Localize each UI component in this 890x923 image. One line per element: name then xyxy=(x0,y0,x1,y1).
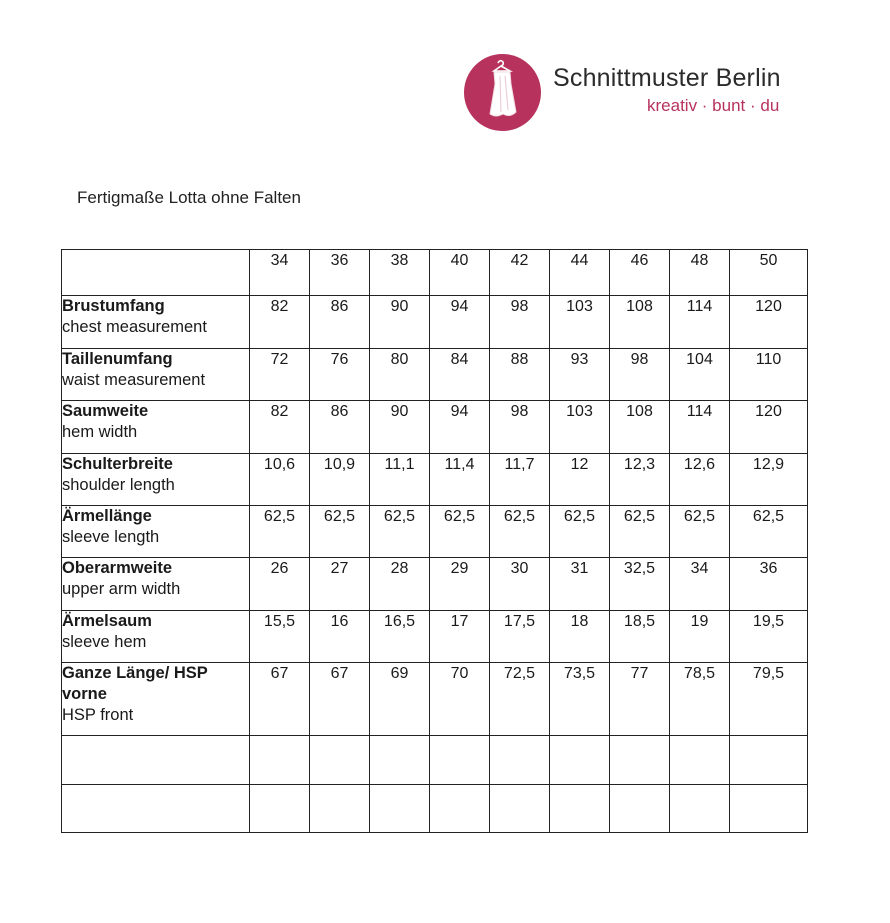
empty-table-row xyxy=(62,785,808,833)
row-label-cell xyxy=(62,663,250,736)
table-cell: 11,7 xyxy=(490,454,550,506)
table-cell: 77 xyxy=(610,663,670,736)
table-row xyxy=(62,349,808,401)
table-cell: 11,4 xyxy=(430,454,490,506)
empty-cell xyxy=(670,785,730,833)
table-cell: 28 xyxy=(370,558,430,611)
empty-cell xyxy=(310,736,370,785)
size-header-cell: 42 xyxy=(490,250,550,296)
brand-logo xyxy=(464,54,794,134)
table-cell: 62,5 xyxy=(310,506,370,558)
table-cell: 30 xyxy=(490,558,550,611)
empty-cell xyxy=(730,736,808,785)
table-cell: 18,5 xyxy=(610,611,670,663)
row-label-english: chest measurement xyxy=(62,318,207,336)
empty-table-row xyxy=(62,736,808,785)
row-label-english: HSP front xyxy=(62,706,134,724)
row-label-english: sleeve hem xyxy=(62,633,147,651)
size-chart-table xyxy=(61,249,808,833)
table-cell: 32,5 xyxy=(610,558,670,611)
row-label-german: Ganze Länge/ HSP vorne xyxy=(62,664,208,703)
table-header-row xyxy=(62,250,808,296)
table-cell: 108 xyxy=(610,296,670,349)
empty-cell xyxy=(670,736,730,785)
table-cell: 94 xyxy=(430,401,490,454)
empty-cell xyxy=(730,785,808,833)
empty-cell xyxy=(430,785,490,833)
header-corner-cell xyxy=(62,250,250,296)
table-cell: 70 xyxy=(430,663,490,736)
table-cell: 62,5 xyxy=(490,506,550,558)
size-header-cell: 46 xyxy=(610,250,670,296)
row-label-english: waist measurement xyxy=(62,371,206,389)
empty-cell xyxy=(490,785,550,833)
row-label-cell xyxy=(62,558,250,611)
row-label-german: Ärmelsaum xyxy=(62,612,152,630)
table-cell: 114 xyxy=(670,401,730,454)
table-cell: 67 xyxy=(310,663,370,736)
table-cell: 98 xyxy=(490,296,550,349)
table-cell: 104 xyxy=(670,349,730,401)
table-cell: 10,9 xyxy=(310,454,370,506)
table-cell: 18 xyxy=(550,611,610,663)
empty-cell xyxy=(370,785,430,833)
table-cell: 103 xyxy=(550,296,610,349)
table-cell: 79,5 xyxy=(730,663,808,736)
empty-cell xyxy=(490,736,550,785)
table-cell: 62,5 xyxy=(370,506,430,558)
size-header-cell: 38 xyxy=(370,250,430,296)
table-cell: 82 xyxy=(250,401,310,454)
row-label-german: Brustumfang xyxy=(62,297,165,315)
size-header-cell: 40 xyxy=(430,250,490,296)
row-label-english: sleeve length xyxy=(62,528,160,546)
table-cell: 80 xyxy=(370,349,430,401)
table-cell: 73,5 xyxy=(550,663,610,736)
empty-cell xyxy=(370,736,430,785)
row-label-german: Ärmellänge xyxy=(62,507,152,525)
size-header-cell: 44 xyxy=(550,250,610,296)
table-cell: 110 xyxy=(730,349,808,401)
empty-cell xyxy=(610,785,670,833)
table-cell: 31 xyxy=(550,558,610,611)
brand-name: Schnittmuster Berlin xyxy=(553,64,781,92)
table-cell: 88 xyxy=(490,349,550,401)
table-cell: 62,5 xyxy=(550,506,610,558)
table-cell: 72,5 xyxy=(490,663,550,736)
row-label-cell xyxy=(62,611,250,663)
table-cell: 26 xyxy=(250,558,310,611)
table-row xyxy=(62,296,808,349)
size-header-cell: 36 xyxy=(310,250,370,296)
empty-cell xyxy=(250,785,310,833)
table-cell: 36 xyxy=(730,558,808,611)
table-cell: 12 xyxy=(550,454,610,506)
table-row xyxy=(62,611,808,663)
size-header-cell: 34 xyxy=(250,250,310,296)
dress-hanger-icon xyxy=(464,54,541,131)
table-cell: 19 xyxy=(670,611,730,663)
row-label-cell xyxy=(62,401,250,454)
table-cell: 16 xyxy=(310,611,370,663)
empty-cell xyxy=(550,785,610,833)
table-cell: 90 xyxy=(370,296,430,349)
table-cell: 120 xyxy=(730,296,808,349)
empty-cell xyxy=(62,785,250,833)
table-cell: 72 xyxy=(250,349,310,401)
empty-cell xyxy=(310,785,370,833)
table-cell: 12,6 xyxy=(670,454,730,506)
table-cell: 12,3 xyxy=(610,454,670,506)
table-cell: 98 xyxy=(610,349,670,401)
brand-tagline: kreativ · bunt · du xyxy=(647,96,780,115)
table-cell: 17,5 xyxy=(490,611,550,663)
table-cell: 67 xyxy=(250,663,310,736)
table-row xyxy=(62,454,808,506)
table-cell: 12,9 xyxy=(730,454,808,506)
row-label-cell xyxy=(62,454,250,506)
table-cell: 82 xyxy=(250,296,310,349)
table-cell: 17 xyxy=(430,611,490,663)
empty-cell xyxy=(250,736,310,785)
table-cell: 62,5 xyxy=(430,506,490,558)
table-cell: 69 xyxy=(370,663,430,736)
table-cell: 78,5 xyxy=(670,663,730,736)
table-cell: 103 xyxy=(550,401,610,454)
table-cell: 62,5 xyxy=(250,506,310,558)
row-label-german: Oberarmweite xyxy=(62,559,173,577)
size-header-cell: 48 xyxy=(670,250,730,296)
table-cell: 15,5 xyxy=(250,611,310,663)
table-cell: 62,5 xyxy=(730,506,808,558)
table-cell: 98 xyxy=(490,401,550,454)
row-label-german: Saumweite xyxy=(62,402,149,420)
empty-cell xyxy=(62,736,250,785)
table-cell: 34 xyxy=(670,558,730,611)
size-header-cell: 50 xyxy=(730,250,808,296)
table-cell: 19,5 xyxy=(730,611,808,663)
table-cell: 76 xyxy=(310,349,370,401)
table-cell: 86 xyxy=(310,401,370,454)
table-cell: 16,5 xyxy=(370,611,430,663)
table-row xyxy=(62,401,808,454)
row-label-cell xyxy=(62,296,250,349)
table-cell: 114 xyxy=(670,296,730,349)
table-cell: 11,1 xyxy=(370,454,430,506)
table-row xyxy=(62,558,808,611)
row-label-english: shoulder length xyxy=(62,476,175,494)
row-label-english: upper arm width xyxy=(62,580,181,598)
table-cell: 62,5 xyxy=(670,506,730,558)
empty-cell xyxy=(430,736,490,785)
table-cell: 29 xyxy=(430,558,490,611)
table-row xyxy=(62,663,808,736)
empty-cell xyxy=(550,736,610,785)
row-label-cell xyxy=(62,349,250,401)
table-cell: 90 xyxy=(370,401,430,454)
empty-cell xyxy=(610,736,670,785)
table-row xyxy=(62,506,808,558)
table-cell: 62,5 xyxy=(610,506,670,558)
row-label-english: hem width xyxy=(62,423,138,441)
table-cell: 108 xyxy=(610,401,670,454)
table-cell: 93 xyxy=(550,349,610,401)
row-label-german: Taillenumfang xyxy=(62,350,173,368)
page-title: Fertigmaße Lotta ohne Falten xyxy=(77,188,301,207)
table-cell: 94 xyxy=(430,296,490,349)
table-cell: 120 xyxy=(730,401,808,454)
table-cell: 27 xyxy=(310,558,370,611)
table-cell: 10,6 xyxy=(250,454,310,506)
table-cell: 84 xyxy=(430,349,490,401)
table-cell: 86 xyxy=(310,296,370,349)
row-label-cell xyxy=(62,506,250,558)
row-label-german: Schulterbreite xyxy=(62,455,173,473)
